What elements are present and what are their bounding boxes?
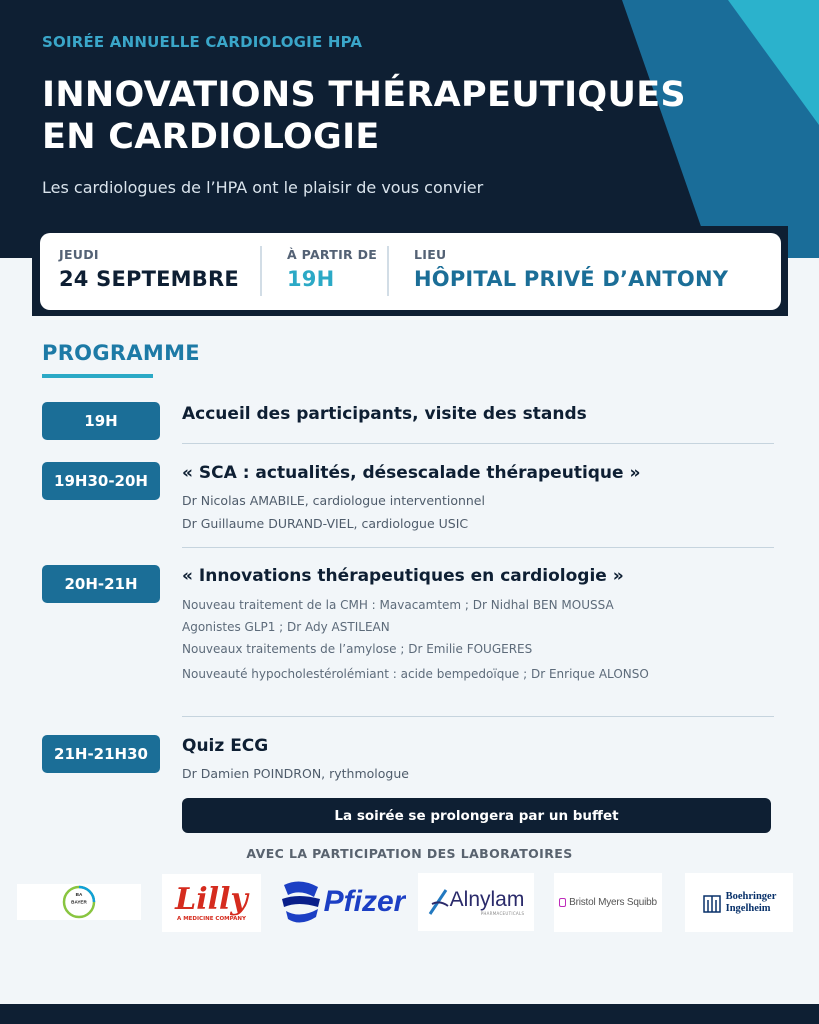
alnylam-mark-icon bbox=[428, 888, 450, 916]
time-value: 19H bbox=[287, 267, 335, 291]
pfizer-mark-icon bbox=[280, 879, 322, 925]
bms-mark-icon bbox=[559, 898, 566, 907]
time-block bbox=[287, 247, 377, 291]
session-title: « Innovations thérapeutiques en cardiologie » bbox=[182, 566, 624, 586]
lilly-tagline: A MEDICINE COMPANY bbox=[177, 915, 246, 922]
divider bbox=[182, 716, 774, 717]
place-block bbox=[414, 247, 728, 291]
bayer-cross-icon bbox=[62, 885, 96, 919]
speaker-line: Dr Nicolas AMABILE, cardiologue interventionnel bbox=[182, 493, 485, 508]
alnylam-logo bbox=[418, 873, 534, 931]
boehringer-line-2: Ingelheim bbox=[725, 902, 771, 914]
time-badge: 21H-21H30 bbox=[42, 735, 160, 773]
hero-banner bbox=[0, 0, 819, 258]
day-label: JEUDI bbox=[59, 247, 99, 262]
date-value: 24 SEPTEMBRE bbox=[59, 267, 239, 291]
title-line-2: EN CARDIOLOGIE bbox=[42, 117, 380, 157]
session-title: « SCA : actualités, désescalade thérapeutique » bbox=[182, 463, 641, 483]
time-badge: 19H bbox=[42, 402, 160, 440]
speaker-line: Agonistes GLP1 ; Dr Ady ASTILEAN bbox=[182, 620, 390, 634]
lilly-logo bbox=[162, 874, 261, 932]
divider bbox=[182, 443, 774, 444]
speaker-line: Dr Damien POINDRON, rythmologue bbox=[182, 766, 409, 781]
event-info-card bbox=[40, 233, 781, 310]
boehringer-mark-icon bbox=[702, 892, 722, 914]
place-value: HÔPITAL PRIVÉ D’ANTONY bbox=[414, 267, 729, 291]
programme-heading: PROGRAMME bbox=[42, 341, 200, 365]
date-block bbox=[59, 247, 239, 291]
alnylam-wordmark: Alnylam bbox=[449, 887, 525, 911]
info-divider bbox=[260, 246, 262, 296]
boehringer-logo bbox=[685, 873, 793, 932]
footer-bar bbox=[0, 1004, 819, 1024]
time-badge: 20H-21H bbox=[42, 565, 160, 603]
session-title: Accueil des participants, visite des stands bbox=[182, 404, 587, 424]
boehringer-wordmark bbox=[726, 891, 777, 915]
place-label: LIEU bbox=[414, 247, 447, 262]
speaker-line: Nouveaux traitements de l’amylose ; Dr Emilie FOUGERES bbox=[182, 642, 533, 656]
bms-wordmark: Bristol Myers Squibb bbox=[569, 897, 657, 908]
event-kicker: SOIRÉE ANNUELLE CARDIOLOGIE HPA bbox=[42, 33, 363, 51]
bms-logo bbox=[554, 873, 662, 932]
lilly-wordmark: Lilly bbox=[175, 881, 248, 917]
hero-subtitle: Les cardiologues de l’HPA ont le plaisir de vous convier bbox=[42, 178, 484, 197]
time-badge: 19H30-20H bbox=[42, 462, 160, 500]
bayer-h: BAYER bbox=[71, 899, 87, 905]
programme-underline bbox=[42, 374, 153, 378]
divider bbox=[182, 547, 774, 548]
bayer-logo bbox=[17, 884, 141, 920]
pfizer-wordmark: Pfizer bbox=[323, 884, 406, 918]
pfizer-logo bbox=[279, 873, 406, 930]
session-title: Quiz ECG bbox=[182, 736, 269, 756]
speaker-line: Nouveau traitement de la CMH : Mavacamtem ; Dr Nidhal BEN MOUSSA bbox=[182, 598, 614, 612]
info-divider bbox=[387, 246, 389, 296]
bayer-v-top: BA bbox=[75, 892, 83, 897]
speaker-line: Nouveauté hypocholestérolémiant : acide bempedoïque ; Dr Enrique ALONSO bbox=[182, 667, 649, 681]
speaker-line: Dr Guillaume DURAND-VIEL, cardiologue USIC bbox=[182, 516, 469, 531]
page-title bbox=[42, 74, 722, 158]
partners-label: AVEC LA PARTICIPATION DES LABORATOIRES bbox=[246, 846, 573, 861]
time-label: À PARTIR DE bbox=[287, 247, 378, 262]
boehringer-line-1: Boehringer bbox=[725, 890, 777, 902]
buffet-banner: La soirée se prolongera par un buffet bbox=[182, 798, 771, 833]
title-line-1: INNOVATIONS THÉRAPEUTIQUES bbox=[42, 75, 686, 115]
alnylam-tagline: PHARMACEUTICALS bbox=[480, 910, 525, 916]
